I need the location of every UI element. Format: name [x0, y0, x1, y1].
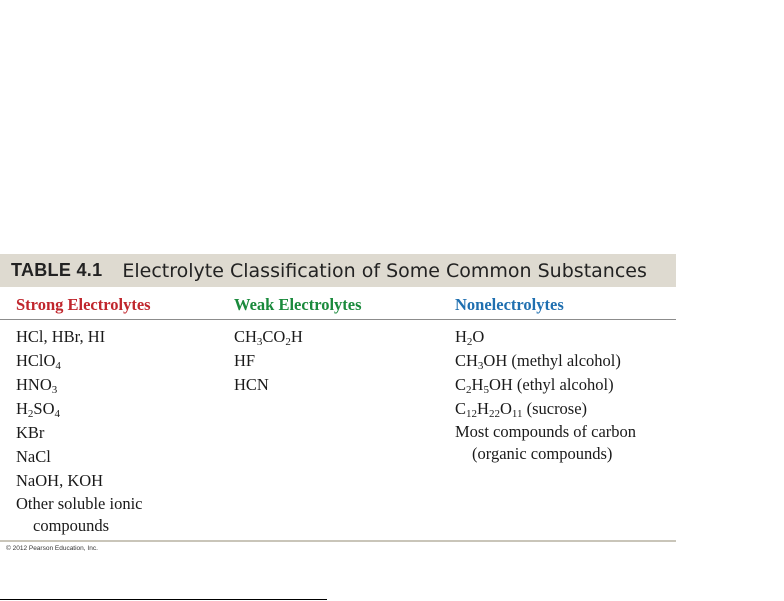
weak-electrolytes-list — [234, 325, 303, 397]
substance-item: NaOH, KOH — [16, 471, 104, 490]
nonelectrolytes-list — [455, 325, 682, 465]
table-header — [0, 254, 676, 287]
table-title: Electrolyte Classification of Some Common Substances — [122, 259, 647, 282]
substance-item: $C_{12}H_{22}O_{11}$ (sucrose) — [455, 399, 588, 420]
substance-item: $HNO_3$ — [16, 375, 58, 396]
substance-item: Other soluble ionic compounds — [16, 494, 143, 535]
substance-item: $C_2H_5OH$ (ethyl alcohol) — [455, 375, 614, 396]
column-heading-non: Nonelectrolytes — [455, 295, 564, 314]
footer-divider — [0, 599, 327, 600]
header-divider — [0, 319, 676, 320]
column-nonelectrolytes — [455, 295, 637, 463]
substance-item: HCl, HBr, HI — [16, 327, 106, 346]
substance-item: HClO$_4$ — [16, 351, 61, 372]
table-bottom-rule — [0, 540, 676, 542]
substance-item: $H_2SO_4$ — [16, 399, 61, 420]
column-heading-weak: Weak Electrolytes — [234, 295, 362, 314]
column-strong-electrolytes — [16, 295, 151, 535]
substance-item: Most compounds of carbon (organic compounds) — [455, 422, 637, 463]
substance-item: HF — [234, 351, 256, 370]
strong-electrolytes-list — [16, 325, 208, 537]
substance-item: NaCl — [16, 447, 51, 466]
table-number: TABLE 4.1 — [11, 260, 103, 280]
substance-item: KBr — [16, 423, 45, 442]
substance-item: $CH_3CO_2H$ — [234, 327, 303, 348]
copyright-notice: © 2012 Pearson Education, Inc. — [6, 545, 98, 552]
column-weak-electrolytes — [234, 295, 362, 394]
substance-item: $CH_3OH$ (methyl alcohol) — [455, 351, 621, 372]
column-heading-strong: Strong Electrolytes — [16, 295, 151, 314]
substance-item: HCN — [234, 375, 269, 394]
substance-item: $H_2O$ — [455, 327, 485, 348]
